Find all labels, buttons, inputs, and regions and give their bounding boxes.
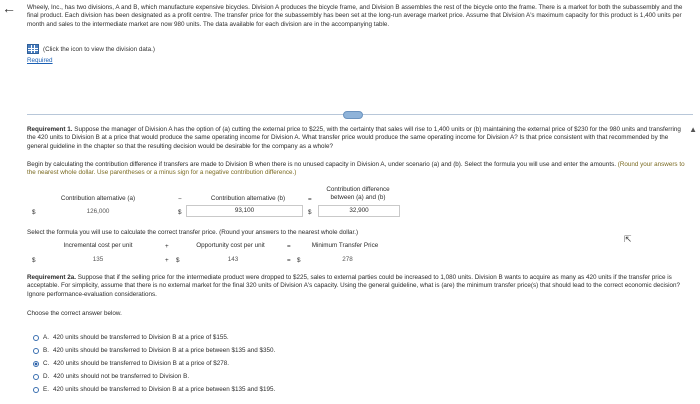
t1-input-b[interactable]: 93,100: [186, 205, 303, 217]
select-hint: (Round your answers to the nearest whole dollar.): [217, 229, 359, 236]
option-c-text: 420 units should be transferred to Division B at a price of $278.: [53, 360, 230, 367]
instruction-contribution: [27, 161, 687, 178]
radio-b[interactable]: [33, 348, 39, 354]
back-arrow-icon[interactable]: ←: [2, 0, 16, 16]
t2-equals: =: [287, 243, 291, 250]
begin-hint: (Round your answers to the nearest whole dollar. Use parentheses or a minus sign for a negative contribution difference.): [27, 161, 685, 177]
req1-label: Requirement 1.: [27, 126, 73, 133]
t1-input-c[interactable]: 32,900: [318, 205, 400, 217]
select-text: Select the formula you will use to calculate the correct transfer price.: [27, 229, 218, 236]
t2-header-c: Minimum Transfer Price: [311, 242, 379, 249]
answer-option-e[interactable]: [33, 386, 275, 393]
req2-text: Suppose that if the selling price for the intermediate product were dropped to $225, sales to external parties could be increased to 1,080 units. Division B wants to acquire as many as 420 units if the transfer price is acceptable. For simplicity, assume that there is no external market for the final 320 units of Division A's capacity. Using the general guideline, what is (are) the minimum transfer price(s) that should lead to the correct economic decision? Ignore performance-evaluation considerations.: [27, 274, 681, 298]
option-d-text: 420 units should not be transferred to Division B.: [53, 373, 190, 380]
t1-currency-a: $: [32, 209, 36, 216]
expand-handle[interactable]: [343, 111, 363, 119]
t1-minus: −: [178, 196, 182, 203]
option-b-letter: B.: [43, 347, 49, 354]
option-e-letter: E.: [43, 386, 49, 393]
division-data-link[interactable]: [27, 44, 155, 54]
option-b-text: 420 units should be transferred to Division B at a price between $135 and $350.: [52, 347, 276, 354]
t2-currency-a: $: [32, 257, 36, 264]
answer-option-b[interactable]: [33, 347, 275, 354]
answer-option-a[interactable]: [33, 334, 229, 341]
option-c-letter: C.: [43, 360, 50, 367]
t1-header-c: Contribution difference between (a) and (b): [326, 186, 390, 201]
t2-equals-cell: =: [287, 257, 291, 264]
t1-value-a[interactable]: 126,000: [86, 208, 110, 215]
mouse-cursor-icon: ⇱: [624, 234, 632, 244]
t1-equals: =: [308, 196, 312, 203]
option-d-letter: D.: [43, 373, 50, 380]
t2-header-b: Opportunity cost per unit: [196, 242, 265, 249]
radio-d[interactable]: [33, 374, 39, 380]
option-a-letter: A.: [43, 334, 49, 341]
answer-option-d[interactable]: [33, 373, 189, 380]
t2-plus: +: [165, 243, 169, 250]
t2-header-a: Incremental cost per unit: [63, 242, 133, 249]
t2-value-a[interactable]: 135: [92, 256, 104, 263]
answer-option-c[interactable]: [33, 360, 229, 367]
t1-currency-c: $: [308, 209, 312, 216]
t2-value-b[interactable]: 143: [227, 256, 239, 263]
t2-plus-cell: +: [165, 257, 169, 264]
data-link-label: (Click the icon to view the division data.): [43, 45, 155, 53]
requirement-2a: [27, 274, 687, 299]
radio-a[interactable]: [33, 335, 39, 341]
radio-e[interactable]: [33, 387, 39, 393]
req1-text: Suppose the manager of Division A has the option of (a) cutting the external price to $225, with the certainty that sales will rise to 1,400 units or (b) maintaining the external price of $230 for the 980 units and transferring the 420 units to Division B at a price that would produce the same operating income for Division A. What transfer price would produce the same operating income for Division A? Is that price consistent with that recommended by the general guideline in the chapter so that the resulting decision would be desirable for the company as a whole?: [27, 126, 681, 150]
choose-prompt: Choose the correct answer below.: [27, 310, 122, 317]
requirement-1: [27, 126, 687, 151]
radio-c-selected[interactable]: [33, 361, 39, 367]
t1-header-b: Contribution alternative (b): [210, 195, 286, 202]
instruction-transfer-price: [27, 229, 358, 236]
t2-currency-b: $: [176, 257, 180, 264]
t2-value-c[interactable]: 278: [342, 256, 353, 263]
problem-intro: Wheely, Inc., has two divisions, A and B, which manufacture expensive bicycles. Division A produces the bicycle frame, and Division B assembles the rest of the bicycle onto the frame. There is a market for both the subassembly and the final product. Each division has been designated as a profit centre. The transfer price for the subassembly has been set at the long-run average market price. Assume that Division A's maximum capacity for this product is 1,400 units per month and sales to the intermediate market are now 980 units. The data available for each division are in the accompanying table.: [27, 4, 683, 28]
t1-currency-b: $: [178, 209, 182, 216]
t2-currency-c: $: [297, 257, 301, 264]
table-icon[interactable]: [27, 44, 39, 54]
scroll-up-icon[interactable]: ▲: [689, 125, 697, 134]
req2-label: Requirement 2a.: [27, 274, 76, 281]
required-link[interactable]: Required: [27, 57, 53, 64]
begin-text: Begin by calculating the contribution difference if transfers are made to Division B when there is no unused capacity in Division A, under scenario (a) and (b). Select the formula you will use and enter the amounts.: [27, 161, 616, 168]
t1-header-a: Contribution alternative (a): [60, 195, 136, 202]
option-a-text: 420 units should be transferred to Division B at a price of $155.: [52, 334, 229, 341]
option-e-text: 420 units should be transferred to Division B at a price between $135 and $195.: [52, 386, 276, 393]
